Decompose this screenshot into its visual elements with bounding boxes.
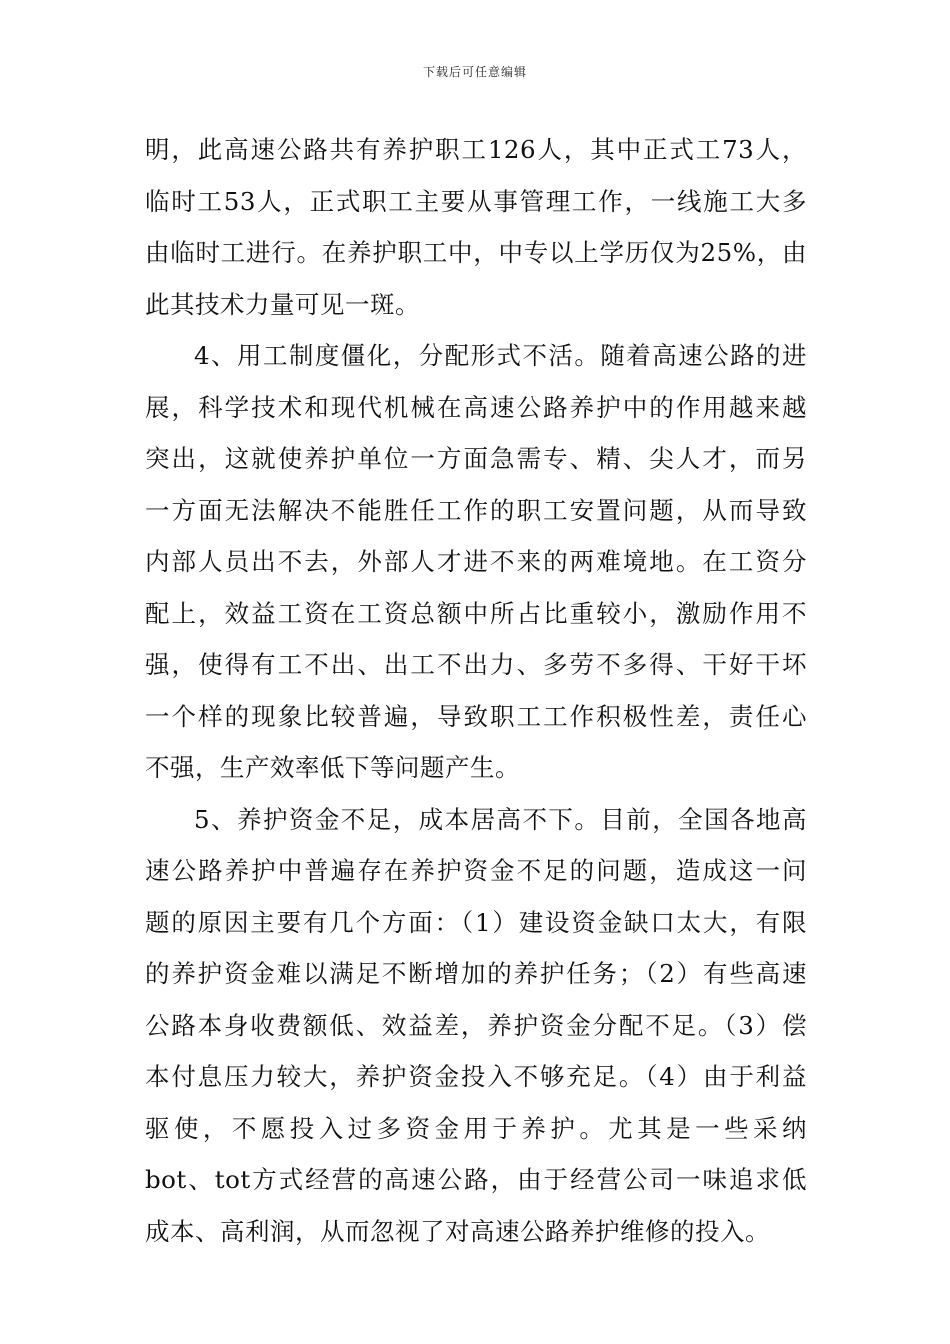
text-line: 突出，这就使养护单位一方面急需专、精、尖人才，而另 [145,444,807,473]
text-line: 由临时工进行。在养护职工中，中专以上学历仅为25%，由 [145,238,807,267]
text-line: 驱使，不愿投入过多资金用于养护。尤其是一些采纳 [145,1113,807,1143]
text-line: 本付息压力较大，养护资金投入不够充足。（4）由于利益 [145,1062,807,1091]
text-line: 一方面无法解决不能胜任工作的职工安置问题，从而导致 [145,495,807,525]
text-line: 临时工53人，正式职工主要从事管理工作，一线施工大多 [145,186,807,216]
text-line: 成本、高利润，从而忽视了对高速公路养护维修的投入。 [145,1216,770,1246]
text-line: 明，此高速公路共有养护职工126人，其中正式工73人， [145,135,807,164]
text-line: 不强，生产效率低下等问题产生。 [145,753,520,782]
text-line: 公路本身收费额低、效益差，养护资金分配不足。（3）偿 [145,1010,807,1040]
text-line: 此其技术力量可见一斑。 [145,289,420,319]
page-header: 下载后可任意编辑 [422,65,527,79]
document-body [145,124,807,1257]
paragraph-4-first-line: 4、用工制度僵化，分配形式不活。随着高速公路的进 [194,341,807,370]
text-line: 配上，效益工资在工资总额中所占比重较小，激励作用不 [145,598,807,628]
text-line: 题的原因主要有几个方面：（1）建设资金缺口太大，有限 [145,907,807,937]
text-line: bot、tot方式经营的高速公路，由于经营公司一味追求低 [145,1165,807,1194]
text-line: 展，科学技术和现代机械在高速公路养护中的作用越来越 [145,392,807,422]
text-line: 的养护资金难以满足不断增加的养护任务；（2）有些高速 [145,959,807,988]
paragraph-5-first-line: 5、养护资金不足，成本居高不下。目前，全国各地高 [194,804,807,834]
text-line: 强，使得有工不出、出工不出力、多劳不多得、干好干坏 [145,650,807,679]
text-line: 内部人员出不去，外部人才进不来的两难境地。在工资分 [145,547,807,576]
text-line: 速公路养护中普遍存在养护资金不足的问题，造成这一问 [145,856,807,885]
text-line: 一个样的现象比较普遍，导致职工工作积极性差，责任心 [145,701,807,731]
